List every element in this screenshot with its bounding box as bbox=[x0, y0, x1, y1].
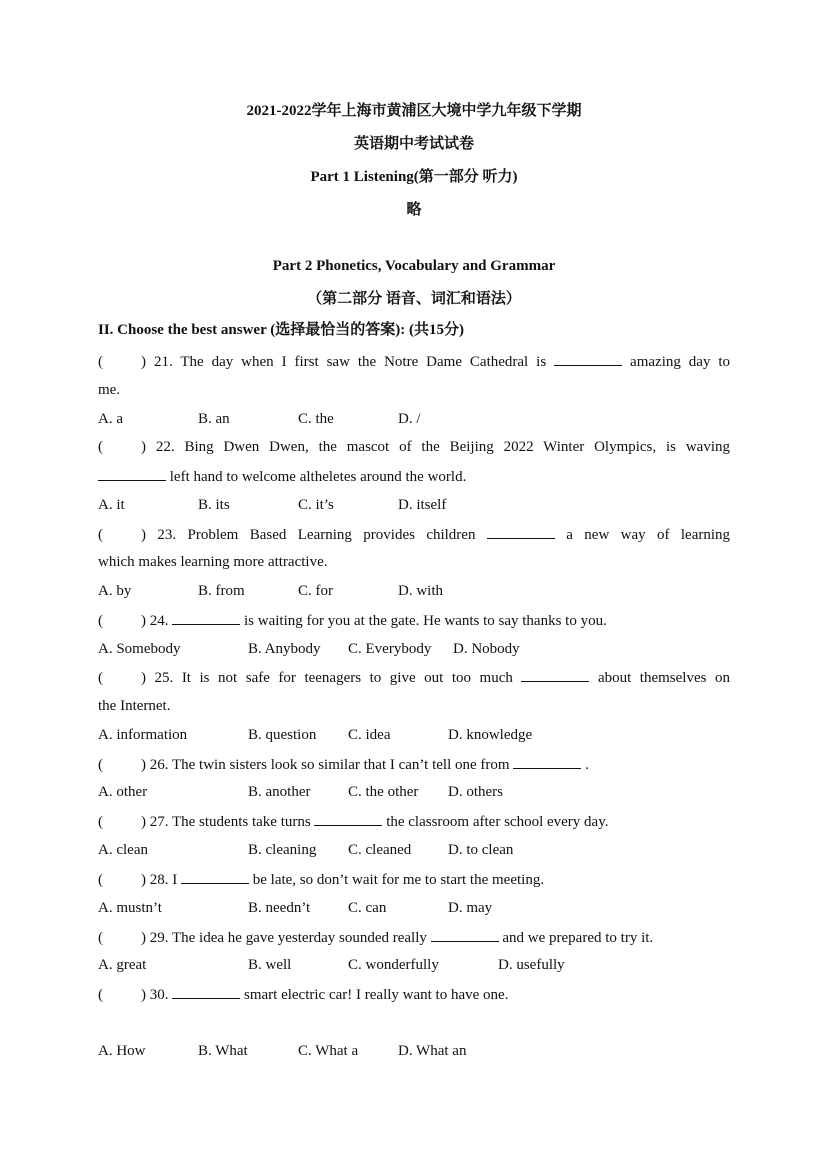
option-c[interactable]: C. for bbox=[298, 583, 333, 599]
option-b[interactable]: B. from bbox=[198, 583, 245, 599]
bracket-close: ) bbox=[141, 757, 146, 773]
question-line bbox=[98, 754, 730, 775]
bracket-open: ( bbox=[98, 613, 103, 629]
option-a[interactable]: A. Somebody bbox=[98, 641, 181, 657]
answer-bracket[interactable] bbox=[98, 352, 146, 372]
question-text: 30. bbox=[149, 987, 169, 1003]
question-line bbox=[98, 984, 730, 1005]
part1-note: 略 bbox=[406, 202, 422, 218]
part2-heading: Part 2 Phonetics, Vocabulary and Grammar bbox=[272, 258, 556, 274]
option-c[interactable]: C. can bbox=[348, 900, 387, 916]
answer-blank bbox=[513, 754, 581, 769]
option-a[interactable]: A. clean bbox=[98, 842, 148, 858]
section-heading: II. Choose the best answer (选择最恰当的答案): (共15分) bbox=[98, 322, 464, 338]
option-a[interactable]: A. How bbox=[98, 1043, 146, 1059]
question-text: 24. bbox=[149, 613, 169, 629]
bracket-close: ) bbox=[141, 670, 146, 686]
answer-bracket[interactable] bbox=[98, 812, 146, 832]
question-text: 28. I bbox=[149, 872, 178, 888]
question-line bbox=[98, 437, 730, 457]
option-b[interactable]: B. an bbox=[198, 411, 230, 427]
question-line bbox=[98, 610, 730, 631]
question-text-rest: and we prepared to try it. bbox=[502, 930, 654, 946]
option-c[interactable]: C. cleaned bbox=[348, 842, 412, 858]
part1-heading: Part 1 Listening(第一部分 听力) bbox=[310, 169, 518, 185]
exam-title: 2021-2022学年上海市黄浦区大境中学九年级下学期 bbox=[246, 103, 582, 119]
option-b[interactable]: B. Anybody bbox=[248, 641, 321, 657]
answer-bracket[interactable] bbox=[98, 611, 146, 631]
option-a[interactable]: A. mustn’t bbox=[98, 900, 162, 916]
answer-blank bbox=[172, 984, 240, 999]
option-d[interactable]: D. knowledge bbox=[448, 727, 533, 743]
option-b[interactable]: B. question bbox=[248, 727, 317, 743]
question-text-rest: the classroom after school every day. bbox=[386, 814, 609, 830]
question-text-rest: amazing day to bbox=[630, 354, 731, 370]
bracket-open: ( bbox=[98, 354, 103, 370]
option-a[interactable]: A. information bbox=[98, 727, 188, 743]
option-c[interactable]: C. the other bbox=[348, 784, 419, 800]
option-a[interactable]: A. a bbox=[98, 411, 123, 427]
answer-bracket[interactable] bbox=[98, 525, 146, 545]
option-b[interactable]: B. What bbox=[198, 1043, 248, 1059]
answer-bracket[interactable] bbox=[98, 985, 146, 1005]
option-c[interactable]: C. the bbox=[298, 411, 334, 427]
answer-blank bbox=[181, 869, 249, 884]
option-d[interactable]: D. Nobody bbox=[453, 641, 520, 657]
question-text: 25. It is not safe for teenagers to give out too much bbox=[154, 670, 513, 686]
question-line bbox=[98, 927, 730, 948]
option-a[interactable]: A. it bbox=[98, 497, 125, 513]
bracket-open: ( bbox=[98, 439, 103, 455]
question-line bbox=[98, 351, 730, 372]
option-c[interactable]: C. Everybody bbox=[348, 641, 432, 657]
question-text: 26. The twin sisters look so similar that I can’t tell one from bbox=[149, 757, 510, 773]
bracket-close: ) bbox=[141, 930, 146, 946]
bracket-close: ) bbox=[141, 439, 146, 455]
option-c[interactable]: C. wonderfully bbox=[348, 957, 439, 973]
bracket-open: ( bbox=[98, 527, 103, 543]
answer-bracket[interactable] bbox=[98, 928, 146, 948]
bracket-open: ( bbox=[98, 757, 103, 773]
option-a[interactable]: A. other bbox=[98, 784, 148, 800]
question-line-continued: me. bbox=[98, 382, 121, 398]
bracket-close: ) bbox=[141, 814, 146, 830]
question-line bbox=[98, 811, 730, 832]
bracket-open: ( bbox=[98, 987, 103, 1003]
question-text-rest: . bbox=[585, 757, 589, 773]
question-text: 21. The day when I first saw the Notre Dame Cathedral is bbox=[153, 354, 547, 370]
answer-bracket[interactable] bbox=[98, 668, 146, 688]
answer-blank bbox=[554, 351, 622, 366]
question-text: 27. The students take turns bbox=[149, 814, 311, 830]
option-c[interactable]: C. What a bbox=[298, 1043, 359, 1059]
question-text: 23. Problem Based Learning provides children bbox=[157, 527, 476, 543]
option-c[interactable]: C. it’s bbox=[298, 497, 334, 513]
bracket-close: ) bbox=[141, 354, 146, 370]
question-text-rest: about themselves on bbox=[597, 670, 730, 686]
option-d[interactable]: D. others bbox=[448, 784, 503, 800]
question-line-continued bbox=[98, 466, 730, 487]
option-d[interactable]: D. may bbox=[448, 900, 493, 916]
option-b[interactable]: B. its bbox=[198, 497, 230, 513]
option-d[interactable]: D. What an bbox=[398, 1043, 467, 1059]
question-text-rest: be late, so don’t wait for me to start the meeting. bbox=[252, 872, 545, 888]
answer-blank bbox=[314, 811, 382, 826]
question-text-rest: left hand to welcome altheletes around the world. bbox=[169, 469, 467, 485]
bracket-open: ( bbox=[98, 814, 103, 830]
option-a[interactable]: A. by bbox=[98, 583, 132, 599]
question-line bbox=[98, 524, 730, 545]
exam-subtitle: 英语期中考试试卷 bbox=[353, 136, 474, 152]
question-text-rest: a new way of learning bbox=[566, 527, 731, 543]
option-d[interactable]: D. itself bbox=[398, 497, 447, 513]
answer-blank bbox=[431, 927, 499, 942]
bracket-open: ( bbox=[98, 872, 103, 888]
answer-bracket[interactable] bbox=[98, 437, 146, 457]
question-line-continued: which makes learning more attractive. bbox=[98, 554, 328, 570]
answer-blank bbox=[521, 667, 589, 682]
question-text: 22. Bing Dwen Dwen, the mascot of the Beijing 2022 Winter Olympics, is waving bbox=[155, 439, 731, 455]
option-d[interactable]: D. / bbox=[398, 411, 421, 427]
answer-blank bbox=[172, 610, 240, 625]
option-d[interactable]: D. usefully bbox=[498, 957, 565, 973]
part2-heading-cn: （第二部分 语音、词汇和语法） bbox=[307, 291, 521, 307]
question-text-rest: is waiting for you at the gate. He wants to say thanks to you. bbox=[244, 613, 607, 629]
bracket-close: ) bbox=[141, 613, 146, 629]
answer-blank bbox=[98, 466, 166, 481]
option-b[interactable]: B. needn’t bbox=[248, 900, 311, 916]
option-c[interactable]: C. idea bbox=[348, 727, 391, 743]
option-b[interactable]: B. well bbox=[248, 957, 292, 973]
question-line bbox=[98, 667, 730, 688]
question-line-continued: the Internet. bbox=[98, 698, 171, 714]
bracket-close: ) bbox=[141, 872, 146, 888]
answer-blank bbox=[487, 524, 555, 539]
question-text-rest: smart electric car! I really want to have one. bbox=[244, 987, 509, 1003]
option-b[interactable]: B. cleaning bbox=[248, 842, 317, 858]
option-d[interactable]: D. to clean bbox=[448, 842, 514, 858]
question-line bbox=[98, 869, 730, 890]
bracket-close: ) bbox=[141, 987, 146, 1003]
answer-bracket[interactable] bbox=[98, 870, 146, 890]
bracket-open: ( bbox=[98, 670, 103, 686]
bracket-close: ) bbox=[141, 527, 146, 543]
answer-bracket[interactable] bbox=[98, 755, 146, 775]
question-text: 29. The idea he gave yesterday sounded really bbox=[149, 930, 427, 946]
option-b[interactable]: B. another bbox=[248, 784, 311, 800]
option-a[interactable]: A. great bbox=[98, 957, 147, 973]
bracket-open: ( bbox=[98, 930, 103, 946]
option-d[interactable]: D. with bbox=[398, 583, 443, 599]
